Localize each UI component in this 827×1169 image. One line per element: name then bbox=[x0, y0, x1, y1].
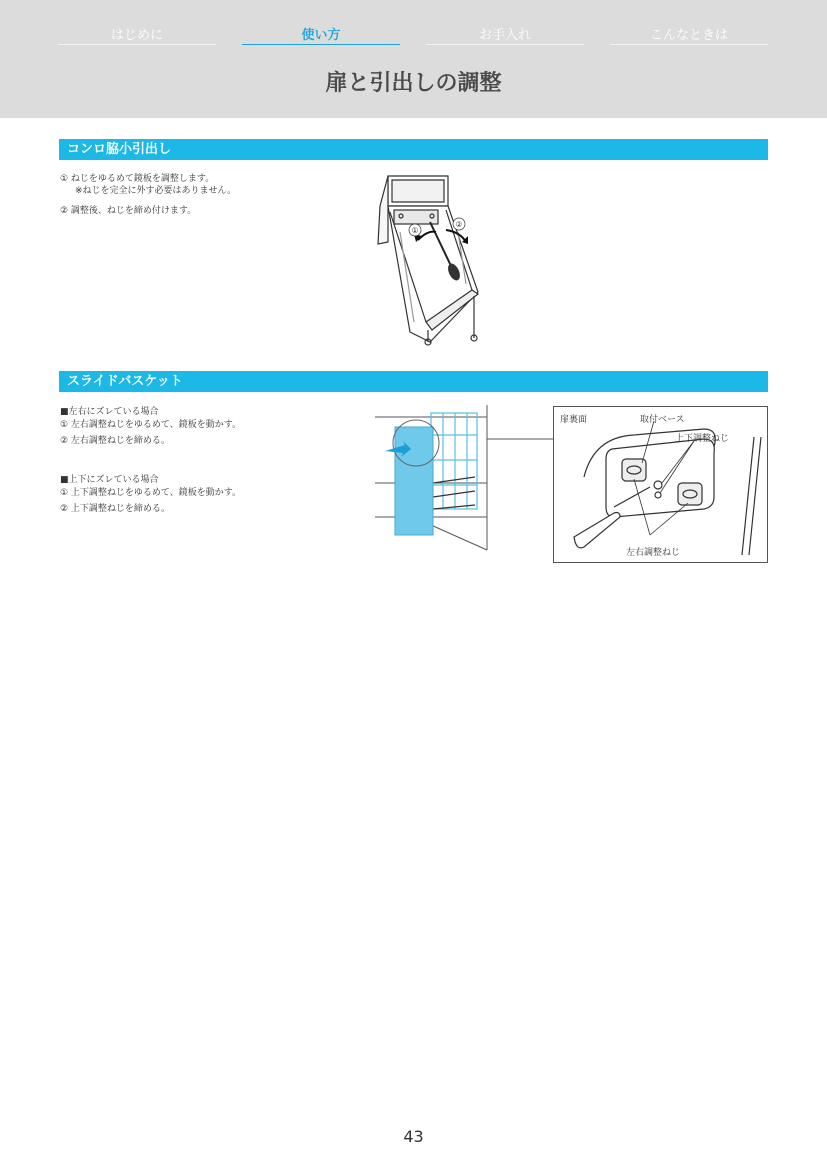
vertical-shift-title: ■上下にズレている場合 bbox=[60, 475, 159, 485]
page-title: 扉と引出しの調整 bbox=[325, 71, 502, 96]
tab-usage[interactable]: 使い方 bbox=[242, 24, 400, 45]
horizontal-step-2: ② 左右調整ねじを締める。 bbox=[60, 436, 170, 446]
vertical-step-1: ① 上下調整ねじをゆるめて、鏡板を動かす。 bbox=[60, 488, 242, 498]
figure-marker-1: ① bbox=[411, 226, 419, 235]
instruction-step-1: ① ねじをゆるめて鏡板を調整します。 bbox=[60, 174, 215, 184]
tab-care[interactable]: お手入れ bbox=[426, 24, 584, 45]
page-header bbox=[0, 0, 827, 118]
slide-basket-illustration bbox=[375, 405, 555, 555]
section-heading-basket: スライドバスケット bbox=[59, 371, 768, 392]
vertical-step-2: ② 上下調整ねじを締める。 bbox=[60, 504, 170, 514]
section-heading-drawer: コンロ脇小引出し bbox=[59, 139, 768, 160]
tab-troubleshooting[interactable]: こんなときは bbox=[610, 24, 768, 45]
label-vertical-screw: 上下調整ねじ bbox=[675, 434, 730, 444]
instruction-step-2: ② 調整後、ねじを締め付けます。 bbox=[60, 206, 197, 216]
instruction-note: ※ねじを完全に外す必要はありません。 bbox=[75, 186, 237, 196]
label-horizontal-screw: 左右調整ねじ bbox=[626, 548, 681, 558]
detail-callout bbox=[553, 406, 768, 563]
tab-intro[interactable]: はじめに bbox=[58, 24, 216, 45]
label-door-back: 扉裏面 bbox=[560, 415, 588, 425]
page-number: 43 bbox=[403, 1127, 424, 1146]
mount-base-illustration bbox=[554, 407, 767, 562]
figure-marker-2: ② bbox=[455, 220, 463, 229]
label-mount-base: 取付ベース bbox=[640, 415, 685, 425]
horizontal-shift-title: ■左右にズレている場合 bbox=[60, 407, 159, 417]
horizontal-step-1: ① 左右調整ねじをゆるめて、鏡板を動かす。 bbox=[60, 420, 242, 430]
drawer-illustration bbox=[370, 172, 485, 348]
